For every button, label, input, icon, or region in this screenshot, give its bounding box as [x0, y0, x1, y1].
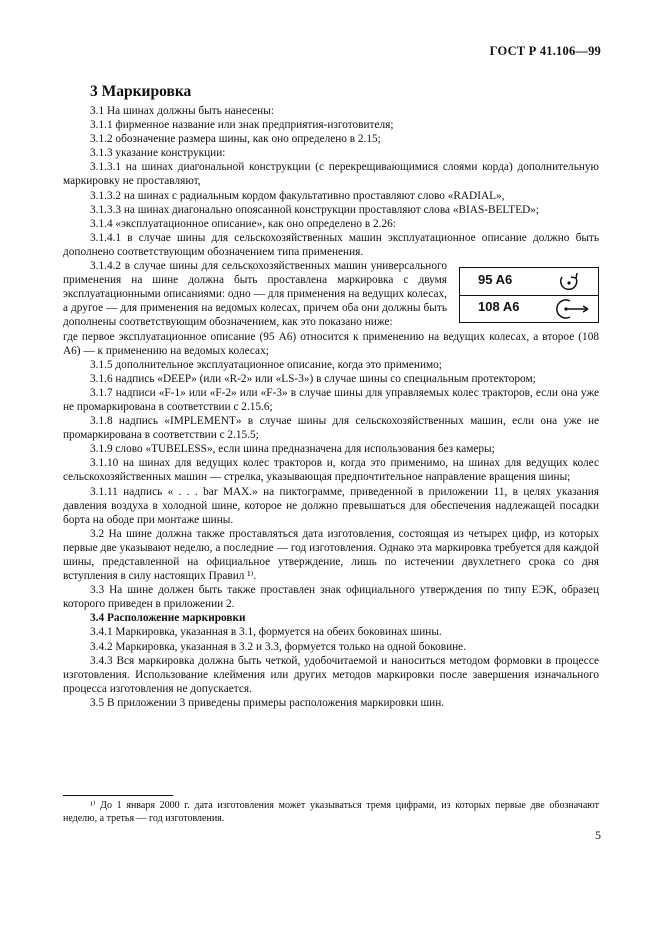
paragraph: 3.1.6 надпись «DEEP» (или «R-2» или «LS-3») в случае шины со специальным протектором;: [90, 372, 536, 385]
paragraph: 3.1.4.2 в случае шины для сельскохозяйственных машин универсального применения на шине должна быть проставлена маркировка с двумя эксплуатационными описаниями: одно — для применения на ведущих колесах, а другое — для применения на ведомых колесах, причем оба они должны быть дополнены соответствующим обозначением, как это показано ниже:: [63, 260, 447, 329]
paragraph: 3.1.4 «эксплуатационное описание», как оно определено в 2.26:: [90, 217, 396, 230]
paragraph: 3.1.2 обозначение размера шины, как оно определено в 2.15;: [90, 133, 381, 146]
paragraph: 3.1.3.3 на шинах диагонально опоясанной конструкции проставляют слова «BIAS-BELTED»;: [90, 203, 540, 216]
paragraph: 3.4.1 Маркировка, указанная в 3.1, формуется на обеих боковинах шины.: [90, 626, 442, 639]
paragraph: 3.4.3 Вся маркировка должна быть четкой, удобочитаемой и наноситься методом формовки в процессе изготовления. Использование клеймения или других методов маркировки после завершения изначального процесса изготовления не допускается.: [63, 654, 599, 695]
rotation-arrow-icon: [548, 270, 592, 294]
paragraph: 3.1.10 на шинах для ведущих колес тракторов и, когда это применимо, на шинах для ведущих колес сельскохозяйственных машин — стрелка, указывающая предпочтительное направление вращения шины;: [63, 457, 599, 484]
marking-figure: [459, 267, 599, 325]
subsection-heading: 3.4 Расположение маркировки: [90, 612, 246, 625]
paragraph: 3.1.3.2 на шинах с радиальным кордом факультативно проставляют слово «RADIAL»,: [90, 189, 505, 202]
paragraph: 3.1.7 надписи «F-1» или «F-2» или «F-3» в случае шины для управляемых колес тракторов, если она уже не промаркирована в соответствии с 2.15.6;: [63, 386, 599, 413]
direction-arrow-icon: [548, 297, 592, 321]
paragraph: 3.3 На шине должен быть также проставлен знак официального утверждения по типу ЕЭК, образец которого приведен в приложении 2.: [63, 584, 599, 611]
paragraph: 3.1.11 надпись « . . . bar MAX.» на пиктограмме, приведенной в приложении 11, в целях указания давления воздуха в холодной шине, которое не должно превышаться для обеспечения надлежащей посадки борта на ободе при монтаже шины.: [63, 485, 599, 526]
figure-label-driving: 95 A6: [478, 272, 513, 288]
document-header: ГОСТ Р 41.106—99: [489, 44, 601, 58]
paragraph: 3.1.1 фирменное название или знак предприятия-изготовителя;: [90, 119, 394, 132]
paragraph: 3.2 На шине должна также проставляться дата изготовления, состоящая из четырех цифр, из которых первые две указывают неделю, а последние — год изготовления. Однако эта маркировка требуется для каждой шины, представленной на официальное утверждение, лишь по истечении двухлетнего срока со дня вступления в силу настоящих Правил ¹⁾.: [63, 527, 599, 583]
paragraph: где первое эксплуатационное описание (95 А6) относится к применению на ведущих колесах, а второе (108 А6) — к применению на ведомых колесах;: [63, 330, 599, 357]
figure-label-driven: 108 A6: [478, 299, 520, 315]
paragraph: 3.1.9 слово «TUBELESS», если шина предназначена для использования без камеры;: [90, 443, 495, 456]
footnote-separator: [63, 795, 173, 796]
paragraph: 3.4.2 Маркировка, указанная в 3.2 и 3.3, формуется только на одной боковине.: [90, 640, 467, 653]
paragraph: 3.1.8 надпись «IMPLEMENT» в случае шины для сельскохозяйственных машин, если она уже не промаркирована в соответствии с 2.15.5;: [63, 415, 599, 442]
page-number: 5: [595, 828, 601, 842]
marking-figure-box: [459, 267, 599, 323]
section-title: 3 Маркировка: [90, 83, 192, 100]
paragraph: 3.1.4.1 в случае шины для сельскохозяйственных машин эксплуатационное описание должно быть дополнено соответствующим обозначением типа применения.: [63, 231, 599, 258]
figure-row-driven: [460, 295, 598, 322]
paragraph: 3.1.3 указание конструкции:: [90, 147, 226, 160]
paragraph: 3.1.5 дополнительное эксплуатационное описание, когда это применимо;: [90, 358, 442, 371]
paragraph: 3.1.3.1 на шинах диагональной конструкции (с перекрещивающимися слоями корда) дополнительную маркировку не проставляют,: [63, 161, 599, 188]
document-body: [63, 104, 599, 710]
footnote: ¹⁾ До 1 января 2000 г. дата изготовления может указываться тремя цифрами, из которых первые две обозначают неделю, а третья — год изготовления.: [63, 800, 599, 824]
paragraph: 3.1 На шинах должны быть нанесены:: [90, 105, 274, 117]
paragraph: 3.5 В приложении 3 приведены примеры расположения маркировки шин.: [90, 696, 445, 709]
figure-row-driving: [460, 268, 598, 296]
